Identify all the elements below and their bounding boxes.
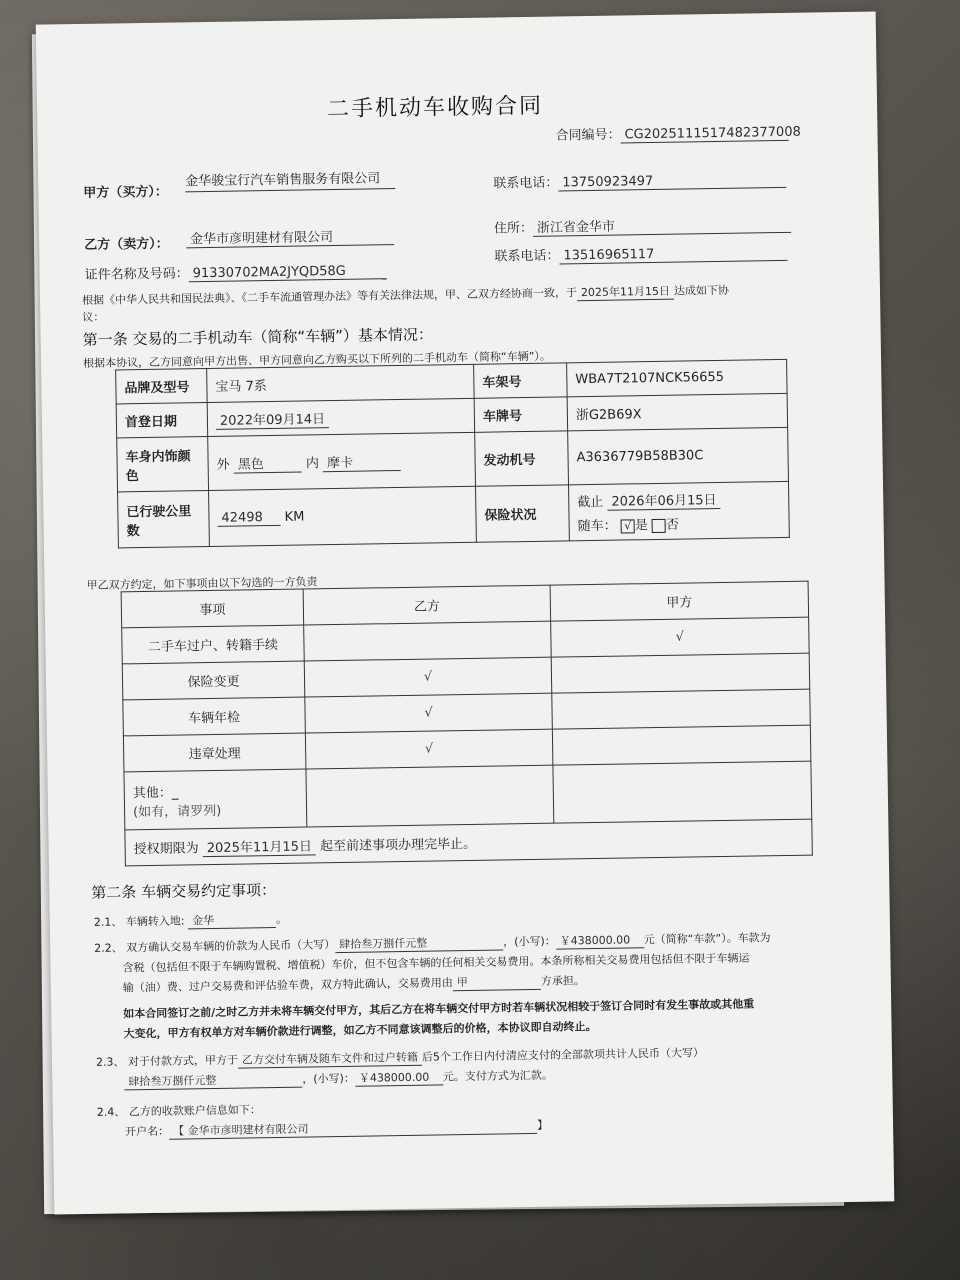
clause-2-3-text-b: 后5个工作日内付清应支付的全部款项共计人民币（大写）	[421, 1046, 705, 1064]
auth-date: 2025年11月15日	[203, 835, 316, 857]
insurance-label: 保险状况	[476, 485, 570, 542]
mileage-value: 42498	[217, 509, 280, 526]
basis-text	[82, 282, 729, 309]
clause-2-1-label: 车辆转入地:	[125, 914, 185, 929]
clause-2-3-number: 2.3、	[95, 1055, 125, 1069]
resp-row-b	[304, 621, 552, 661]
party-a-name: 金华骏宝行汽车销售服务有限公司	[185, 169, 395, 192]
vin-label: 车架号	[474, 363, 568, 398]
id-info	[84, 259, 386, 284]
account-name-label: 开户名：	[125, 1124, 170, 1139]
ins-until-label: 截止	[577, 494, 604, 511]
clause-2-2-payer: 甲	[453, 973, 541, 991]
clause-2-3-amount-upper: 肆拾叁万捌仟元整	[124, 1071, 302, 1091]
clause-2-4-account	[125, 1117, 548, 1141]
section1-title: 第一条 交易的二手机动车（简称“车辆”）基本情况：	[82, 325, 434, 349]
plate-value: 浙G2B69X	[567, 393, 788, 430]
resp-header-item: 事项	[121, 589, 304, 628]
resp-row-item: 违章处理	[123, 733, 306, 772]
clause-2-2-text-b: ，(小写)：	[503, 934, 556, 949]
ext-prefix: 外	[216, 457, 230, 473]
insurance-cell	[569, 481, 790, 540]
ins-no-label: 否	[665, 517, 680, 533]
party-b-phone-label: 联系电话：	[494, 248, 560, 265]
clause-2-1	[94, 911, 287, 931]
clause-2-2-text-a: 双方确认交易车辆的价款为人民币（大写）	[126, 938, 336, 955]
clause-2-3-text-a: 对于付款方式，甲方于	[127, 1053, 239, 1069]
auth-label: 授权期限为	[133, 840, 199, 857]
reg-date-label: 首登日期	[116, 403, 208, 438]
clause-2-4-number: 2.4、	[96, 1105, 126, 1119]
resp-row-b: √	[305, 729, 553, 769]
party-b-address-label: 住所：	[493, 220, 534, 237]
resp-other-cell	[124, 769, 307, 830]
ins-no-checkbox[interactable]	[652, 518, 666, 532]
resp-other-note: (如有，请罗列)	[132, 803, 222, 820]
mileage-label: 已行驶公里数	[118, 491, 210, 548]
clause-2-2-bold-2: 大变化，甲方有权单方对车辆价款进行调整，如乙方不同意该调整后的价格，本协议即自动终止。	[123, 1019, 597, 1041]
mileage-cell	[209, 486, 477, 546]
reg-date-cell	[207, 398, 475, 436]
resp-row-a: √	[551, 617, 810, 657]
clause-2-1-end: 。	[275, 912, 288, 927]
resp-row-a	[552, 725, 811, 765]
basis-date: 2025年11月15日	[577, 283, 674, 302]
party-a-phone	[493, 168, 786, 193]
party-b-phone-value: 13516965117	[559, 245, 787, 265]
resp-row-item: 二手车过户、转籍手续	[122, 625, 305, 664]
basis-suffix: 达成如下协	[673, 283, 730, 298]
responsibility-intro: 甲乙双方约定，如下事项由以下勾选的一方负责	[86, 575, 318, 592]
clause-2-3-amount-lower: ￥438000.00	[355, 1068, 443, 1086]
clause-2-2-amount-lower: ￥438000.00	[556, 931, 644, 949]
int-prefix: 内	[305, 455, 320, 471]
section2-title: 第二条 车辆交易约定事项：	[91, 881, 277, 902]
id-value: 91330702MA2JYQD58G	[189, 263, 387, 282]
resp-row-item: 车辆年检	[123, 697, 306, 736]
resp-row-a	[552, 689, 811, 729]
clause-2-2-number: 2.2、	[94, 941, 123, 955]
brand-value: 宝马 7系	[207, 364, 475, 402]
engine-label: 发动机号	[475, 431, 569, 486]
clause-2-4-text: 乙方的收款账户信息如下：	[128, 1103, 261, 1119]
resp-header-b: 乙方	[303, 585, 551, 625]
ins-until-value: 2026年06月15日	[607, 489, 720, 511]
engine-value: A3636779B58B30C	[568, 427, 789, 484]
int-color: 摩卡	[323, 450, 401, 471]
party-b-phone	[494, 241, 787, 266]
party-b-name-value: 金华市彦明建材有限公司	[186, 225, 394, 248]
contract-number-label: 合同编号：	[555, 127, 621, 144]
contract-number	[555, 121, 801, 145]
color-label: 车身内饰颜色	[117, 437, 209, 492]
party-a-phone-label: 联系电话：	[493, 175, 559, 192]
party-b-address	[494, 213, 791, 238]
resp-other-label: 其他：_	[132, 785, 179, 801]
plate-label: 车牌号	[474, 397, 568, 432]
clause-2-3-condition: 乙方交付车辆及随车文件和过户转籍	[238, 1049, 422, 1069]
clause-2-3-text-d: 元。支付方式为汇款。	[442, 1068, 553, 1084]
clause-2-2-line3	[123, 972, 585, 996]
party-b-address-value: 浙江省金华市	[533, 213, 791, 237]
color-cell	[208, 432, 476, 490]
ins-yes-label: 是	[634, 518, 648, 534]
clause-2-1-number: 2.1、	[93, 915, 123, 929]
ins-yes-checkbox[interactable]: √	[621, 519, 635, 533]
brand-label: 品牌及型号	[116, 369, 208, 404]
account-name-close: 】	[536, 1118, 549, 1132]
resp-row-item: 保险变更	[122, 661, 305, 700]
ext-color: 黑色	[234, 452, 302, 473]
auth-suffix: 起至前述事项办理完毕止。	[319, 836, 477, 854]
clause-2-3-line1	[96, 1044, 704, 1071]
document-title: 二手机动车收购合同	[326, 93, 544, 123]
party-b-name	[186, 225, 394, 248]
clause-2-2-line2: 含税（包括但不限于车辆购置税、增值税）车价，但不包含车辆的任何相关交易费用。本条所称相关交易费用包括但不限于车辆运	[122, 951, 750, 975]
clause-2-3-line2	[124, 1067, 553, 1091]
basis-prefix: 根据《中华人民共和国民法典》、《二手车流通管理办法》等有关法律法规，甲、乙双方经协商一致，于	[81, 286, 578, 307]
clause-2-2-bold-1: 如本合同签订之前/之时乙方并未将车辆交付甲方，其后乙方在将车辆交付甲方时若车辆状况相较于签订合同时有发生事故或其他重	[123, 997, 755, 1021]
party-a-phone-value: 13750923497	[558, 172, 786, 192]
resp-other-a	[553, 761, 812, 823]
basis-tail: 议：	[82, 310, 105, 324]
clause-2-3-text-c: ，(小写)：	[302, 1071, 355, 1086]
contract-number-value: CG20251115174823770​08	[620, 125, 788, 144]
vin-value: WBA7T2107NCK56655	[567, 359, 788, 396]
clause-2-2-line3-b: 方承担。	[540, 974, 585, 988]
party-b-label: 乙方（卖方）：	[84, 236, 169, 253]
clause-2-1-value: 金华	[188, 911, 276, 929]
clause-2-2-amount-upper: 肆拾叁万捌仟元整	[335, 933, 503, 953]
party-a-label: 甲方（买方）：	[83, 184, 168, 201]
resp-row-b: √	[304, 657, 552, 697]
resp-row-a	[551, 653, 810, 693]
clause-2-4-line1	[97, 1101, 261, 1120]
resp-other-b	[306, 765, 554, 827]
clause-2-2-line3-a: 输（油）费、过户交易费和评估验车费，双方特此确认，交易费用由	[122, 976, 453, 995]
section1-intro: 根据本协议，乙方同意向甲方出售、甲方同意向乙方购买以下所列的二手机动车（简称“车辆”）。	[82, 349, 551, 370]
clause-2-2-text-c: 元（简称“车款”）。车款为	[643, 931, 771, 947]
reg-date-value: 2022年09月14日	[216, 408, 329, 430]
contract-page	[36, 11, 895, 1214]
resp-row-b: √	[305, 693, 553, 733]
account-name-value: 【 金华市彦明建材有限公司	[169, 1117, 537, 1140]
id-label: 证件名称及号码：	[84, 266, 189, 283]
resp-header-a: 甲方	[550, 581, 809, 621]
responsibility-table	[121, 581, 813, 867]
ins-with-label: 随车：	[577, 518, 617, 535]
vehicle-info-table	[115, 359, 790, 549]
mileage-unit: KM	[284, 509, 305, 525]
